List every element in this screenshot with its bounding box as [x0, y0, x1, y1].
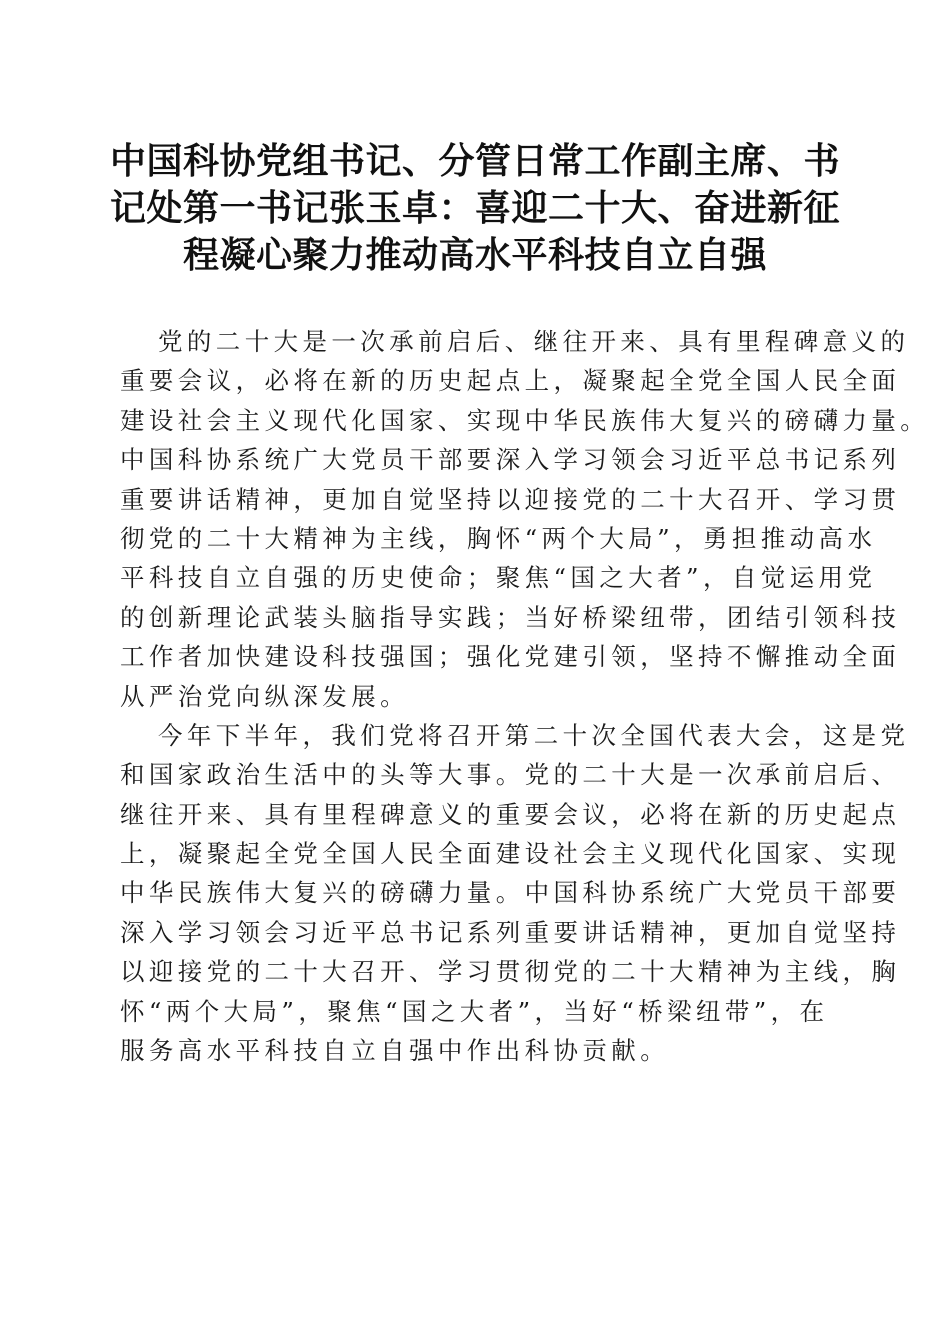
paragraph-line: 建设社会主义现代化国家、实现中华民族伟大复兴的磅礴力量。: [120, 405, 930, 435]
title-line: 中国科协党组书记、分管日常工作副主席、书: [109, 141, 840, 182]
paragraph-line: 工作者加快建设科技强国；强化党建引领，坚持不懈推动全面: [120, 642, 901, 672]
paragraph-line: 党的二十大是一次承前启后、继往开来、具有里程碑意义的: [158, 327, 910, 356]
paragraph-line: 中华民族伟大复兴的磅礴力量。中国科协系统广大党员干部要: [120, 878, 901, 908]
title-line: 程凝心聚力推动高水平科技自立自强: [182, 235, 767, 276]
paragraph-line: 上，凝聚起全党全国人民全面建设社会主义现代化国家、实现: [120, 839, 901, 869]
paragraph-line: 服务高水平科技自立自强中作出科协贡献。: [120, 1036, 670, 1066]
paragraph-line: 以迎接党的二十大召开、学习贯彻党的二十大精神为主线，胸: [120, 957, 901, 987]
paragraph-line: 深入学习领会习近平总书记系列重要讲话精神，更加自觉坚持: [120, 917, 901, 947]
paragraph-line: 中国科协系统广大党员干部要深入学习领会习近平总书记系列: [120, 445, 901, 475]
paragraph-line: 怀“两个大局”，聚焦“国之大者”，当好“桥梁纽带”，在: [120, 996, 829, 1026]
document-title: [100, 138, 850, 279]
paragraph-line: 今年下半年，我们党将召开第二十次全国代表大会，这是党: [158, 720, 910, 750]
paragraph-line: 的创新理论武装头脑指导实践；当好桥梁纽带，团结引领科技: [120, 602, 901, 632]
document-body: [120, 322, 930, 1070]
paragraph-line: 重要讲话精神，更加自觉坚持以迎接党的二十大召开、学习贯: [120, 484, 901, 514]
paragraph-2: [120, 716, 910, 1071]
paragraph-line: 继往开来、具有里程碑意义的重要会议，必将在新的历史起点: [120, 799, 901, 829]
title-line: 记处第一书记张玉卓：喜迎二十大、奋进新征: [109, 188, 840, 229]
paragraph-1: [120, 322, 930, 716]
paragraph-line: 从严治党向纵深发展。: [120, 681, 409, 711]
paragraph-line: 彻党的二十大精神为主线，胸怀“两个大局”，勇担推动高水: [120, 523, 877, 553]
paragraph-line: 平科技自立自强的历史使命；聚焦“国之大者”，自觉运用党: [120, 563, 877, 593]
paragraph-line: 重要会议，必将在新的历史起点上，凝聚起全党全国人民全面: [120, 366, 901, 396]
paragraph-line: 和国家政治生活中的头等大事。党的二十大是一次承前启后、: [120, 760, 901, 790]
